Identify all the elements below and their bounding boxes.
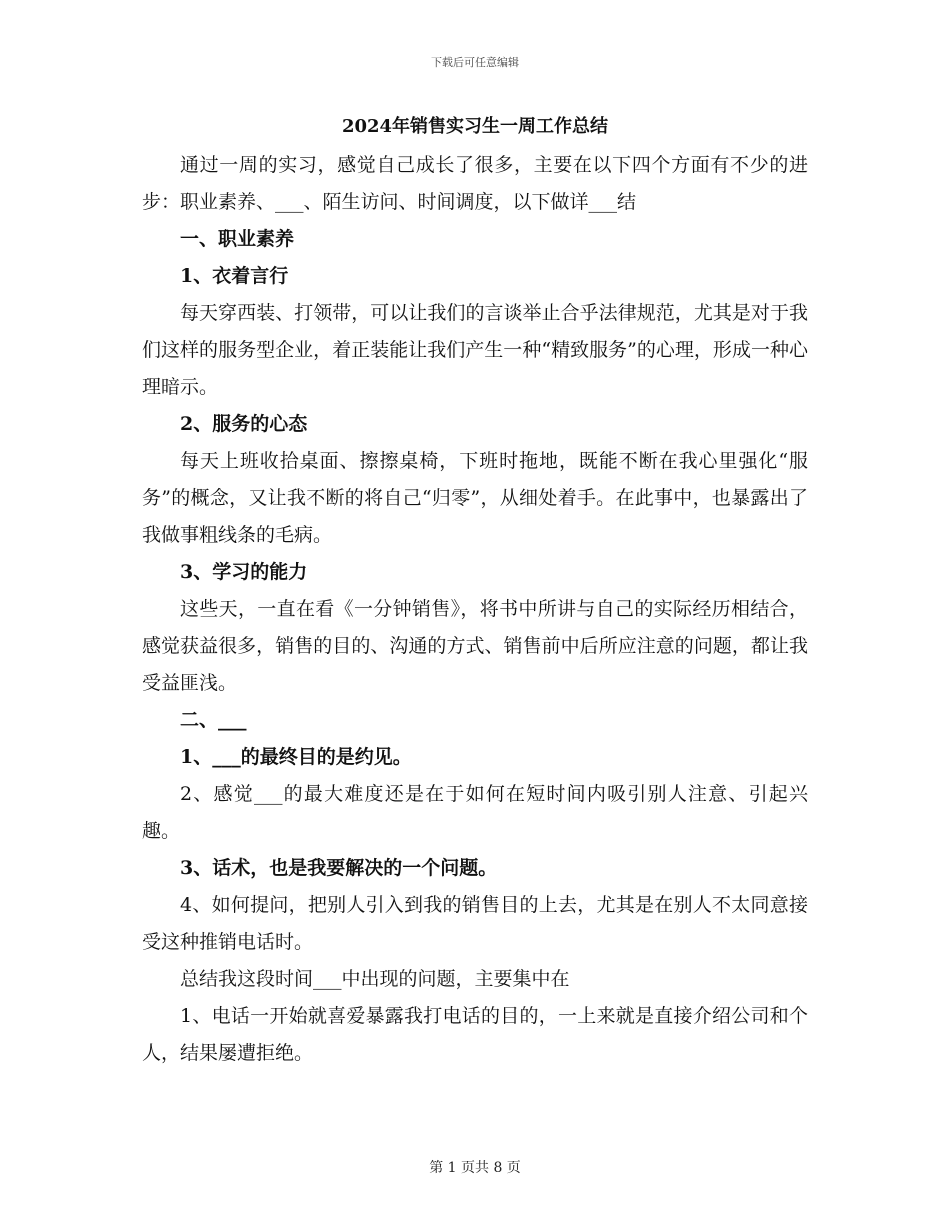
section-heading-2: 二、___ [180, 709, 247, 731]
paragraph-learning: 这些天，一直在看《一分钟销售》，将书中所讲与自己的实际经历相结合，感觉获益很多，销售的目的、沟通的方式、销售前中后所应注意的问题，都让我受益匪浅。 [142, 598, 808, 694]
page-footer: 第 1 页共 8 页 [429, 1160, 521, 1176]
paragraph-attire: 每天穿西装、打领带，可以让我们的言谈举止合乎法律规范，尤其是对于我们这样的服务型企业，着正装能让我们产生一种“精致服务”的心理，形成一种心理暗示。 [142, 302, 808, 398]
subheading-1-2: 2、服务的心态 [180, 413, 308, 435]
list-item-2-3: 3、话术，也是我要解决的一个问题。 [180, 857, 498, 879]
list-item-2-4: 4、如何提问，把别人引入到我的销售目的上去，尤其是在别人不太同意接受这种推销电话时。 [142, 894, 808, 953]
paragraph-summary: 总结我这段时间___中出现的问题，主要集中在 [180, 968, 570, 990]
section-heading-1: 一、职业素养 [180, 228, 295, 250]
list-item-2-1: 1、___的最终目的是约见。 [180, 746, 412, 768]
paragraph-intro: 通过一周的实习，感觉自己成长了很多，主要在以下四个方面有不少的进步：职业素养、___、陌生访问、时间调度，以下做详___结 [142, 154, 808, 213]
subheading-1-1: 1、衣着言行 [180, 265, 289, 287]
document-body [142, 110, 808, 1072]
document-title: 2024年销售实习生一周工作总结 [341, 116, 609, 137]
subheading-1-3: 3、学习的能力 [180, 561, 308, 583]
page-header: 下载后可任意编辑 [431, 56, 519, 69]
list-item-summary-1: 1、电话一开始就喜爱暴露我打电话的目的，一上来就是直接介绍公司和个人，结果屡遭拒绝。 [142, 1005, 808, 1064]
paragraph-service: 每天上班收拾桌面、擦擦桌椅，下班时拖地，既能不断在我心里强化“服务”的概念，又让我不断的将自己“归零”，从细处着手。在此事中，也暴露出了我做事粗线条的毛病。 [142, 450, 808, 546]
list-item-2-2: 2、感觉___的最大难度还是在于如何在短时间内吸引别人注意、引起兴趣。 [142, 783, 808, 842]
